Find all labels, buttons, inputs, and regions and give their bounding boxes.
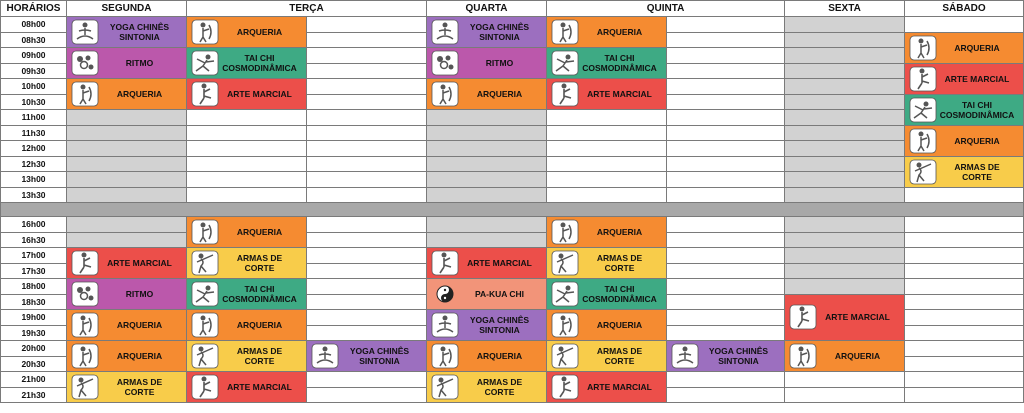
free-slot bbox=[666, 171, 785, 188]
activity-block[interactable] bbox=[186, 371, 307, 403]
time-slot: 19h30 bbox=[0, 325, 67, 342]
activity-block[interactable] bbox=[546, 247, 667, 279]
free-slot bbox=[546, 156, 667, 173]
free-slot bbox=[904, 187, 1024, 204]
activity-label: ARMAS DE CORTE bbox=[116, 377, 163, 397]
time-slot: 21h30 bbox=[0, 387, 67, 404]
activity-label: YOGA CHINÊS SINTONIA bbox=[708, 346, 769, 366]
free-slot bbox=[186, 156, 307, 173]
free-slot bbox=[784, 371, 905, 388]
tai-chi-pose-icon bbox=[191, 281, 219, 307]
free-slot bbox=[306, 171, 427, 188]
sword-icon bbox=[551, 343, 579, 369]
activity-label: ARMAS DE CORTE bbox=[596, 253, 643, 273]
meditation-icon bbox=[71, 19, 99, 45]
activity-label: ARQUERIA bbox=[116, 320, 163, 330]
free-slot bbox=[904, 309, 1024, 326]
unavailable-slot bbox=[784, 78, 905, 95]
martial-arts-icon bbox=[909, 66, 937, 92]
free-slot bbox=[666, 294, 785, 311]
meditation-icon bbox=[671, 343, 699, 369]
unavailable-slot bbox=[784, 32, 905, 49]
activity-label: ARQUERIA bbox=[834, 351, 881, 361]
activity-label: ARMAS DE CORTE bbox=[236, 253, 283, 273]
time-slot: 09h00 bbox=[0, 47, 67, 64]
activity-block[interactable] bbox=[66, 247, 187, 279]
activity-block[interactable] bbox=[186, 340, 307, 372]
drum-icon bbox=[431, 50, 459, 76]
time-slot: 12h00 bbox=[0, 140, 67, 157]
free-slot bbox=[904, 340, 1024, 357]
yin-yang-icon bbox=[431, 281, 459, 307]
activity-block[interactable] bbox=[426, 309, 547, 341]
activity-label: ARTE MARCIAL bbox=[825, 312, 890, 323]
activity-label: TAI CHI COSMODINÂMICA bbox=[582, 284, 657, 304]
free-slot bbox=[666, 278, 785, 295]
header-day-0: SEGUNDA bbox=[66, 0, 187, 17]
free-slot bbox=[306, 78, 427, 95]
free-slot bbox=[306, 371, 427, 388]
time-slot: 10h30 bbox=[0, 94, 67, 111]
free-slot bbox=[306, 216, 427, 233]
activity-label: ARTE MARCIAL bbox=[944, 73, 1010, 84]
unavailable-slot bbox=[784, 232, 905, 249]
activity-block[interactable] bbox=[426, 371, 547, 403]
activity-block[interactable] bbox=[186, 78, 307, 110]
martial-arts-icon bbox=[191, 81, 219, 107]
free-slot bbox=[306, 63, 427, 80]
free-slot bbox=[904, 247, 1024, 264]
activity-block[interactable] bbox=[186, 309, 307, 341]
martial-arts-icon bbox=[551, 81, 579, 107]
free-slot bbox=[306, 187, 427, 204]
drum-icon bbox=[71, 281, 99, 307]
unavailable-slot bbox=[66, 187, 187, 204]
martial-arts-icon bbox=[789, 304, 817, 330]
activity-block[interactable] bbox=[904, 94, 1024, 126]
unavailable-slot bbox=[426, 232, 547, 249]
free-slot bbox=[666, 140, 785, 157]
activity-block[interactable] bbox=[66, 340, 187, 372]
activity-block[interactable] bbox=[546, 278, 667, 310]
unavailable-slot bbox=[784, 63, 905, 80]
free-slot bbox=[666, 156, 785, 173]
activity-block[interactable] bbox=[546, 309, 667, 341]
time-slot: 13h30 bbox=[0, 187, 67, 204]
free-slot bbox=[306, 109, 427, 126]
archer-icon bbox=[551, 312, 579, 338]
free-slot bbox=[306, 16, 427, 33]
unavailable-slot bbox=[784, 140, 905, 157]
activity-label: ARQUERIA bbox=[596, 227, 643, 237]
time-slot: 21h00 bbox=[0, 371, 67, 388]
activity-label: ARQUERIA bbox=[476, 89, 523, 99]
free-slot bbox=[306, 47, 427, 64]
free-slot bbox=[904, 356, 1024, 373]
unavailable-slot bbox=[784, 216, 905, 233]
free-slot bbox=[666, 94, 785, 111]
free-slot bbox=[904, 16, 1024, 33]
activity-label: ARTE MARCIAL bbox=[587, 89, 652, 99]
free-slot bbox=[904, 387, 1024, 404]
sword-icon bbox=[191, 250, 219, 276]
archer-icon bbox=[909, 35, 937, 61]
free-slot bbox=[306, 309, 427, 326]
unavailable-slot bbox=[784, 278, 905, 295]
unavailable-slot bbox=[426, 187, 547, 204]
activity-block[interactable] bbox=[546, 78, 667, 110]
free-slot bbox=[306, 325, 427, 342]
activity-label: ARQUERIA bbox=[236, 320, 283, 330]
unavailable-slot bbox=[66, 156, 187, 173]
activity-block[interactable] bbox=[306, 340, 427, 372]
activity-block[interactable] bbox=[426, 78, 547, 110]
activity-block[interactable] bbox=[784, 294, 905, 342]
activity-label: ARQUERIA bbox=[236, 227, 283, 237]
activity-block[interactable] bbox=[186, 247, 307, 279]
activity-block[interactable] bbox=[426, 16, 547, 48]
free-slot bbox=[666, 187, 785, 204]
activity-label: PA-KUA CHI bbox=[474, 289, 525, 299]
archer-icon bbox=[191, 219, 219, 245]
header-day-1: TERÇA bbox=[186, 0, 427, 17]
archer-icon bbox=[71, 81, 99, 107]
activity-label: ARQUERIA bbox=[236, 27, 283, 37]
free-slot bbox=[546, 171, 667, 188]
time-slot: 16h00 bbox=[0, 216, 67, 233]
free-slot bbox=[306, 156, 427, 173]
time-slot: 11h30 bbox=[0, 125, 67, 142]
activity-label: ARQUERIA bbox=[116, 89, 163, 99]
free-slot bbox=[666, 309, 785, 326]
activity-block[interactable] bbox=[546, 371, 667, 403]
free-slot bbox=[666, 371, 785, 388]
time-slot: 08h00 bbox=[0, 16, 67, 33]
time-slot: 08h30 bbox=[0, 32, 67, 49]
activity-block[interactable] bbox=[666, 340, 785, 372]
time-slot: 19h00 bbox=[0, 309, 67, 326]
activity-label: TAI CHI COSMODINÂMICA bbox=[582, 53, 657, 73]
time-slot: 13h00 bbox=[0, 171, 67, 188]
activity-block[interactable] bbox=[904, 156, 1024, 188]
free-slot bbox=[666, 32, 785, 49]
free-slot bbox=[904, 294, 1024, 311]
sword-icon bbox=[551, 250, 579, 276]
activity-label: ARQUERIA bbox=[116, 351, 163, 361]
activity-block[interactable] bbox=[66, 78, 187, 110]
activity-label: ARMAS DE CORTE bbox=[596, 346, 643, 366]
activity-label: ARQUERIA bbox=[476, 351, 523, 361]
free-slot bbox=[546, 109, 667, 126]
activity-block[interactable] bbox=[66, 47, 187, 79]
free-slot bbox=[306, 32, 427, 49]
unavailable-slot bbox=[784, 156, 905, 173]
martial-arts-icon bbox=[191, 374, 219, 400]
free-slot bbox=[666, 16, 785, 33]
activity-block[interactable] bbox=[66, 278, 187, 310]
free-slot bbox=[186, 125, 307, 142]
martial-arts-icon bbox=[551, 374, 579, 400]
free-slot bbox=[666, 387, 785, 404]
activity-block[interactable] bbox=[546, 340, 667, 372]
activity-label: YOGA CHINÊS SINTONIA bbox=[469, 22, 530, 42]
activity-label: ARQUERIA bbox=[596, 27, 643, 37]
activity-label: TAI CHI COSMODINÂMICA bbox=[222, 53, 297, 73]
tai-chi-pose-icon bbox=[551, 281, 579, 307]
free-slot bbox=[666, 263, 785, 280]
free-slot bbox=[306, 140, 427, 157]
free-slot bbox=[666, 232, 785, 249]
meditation-icon bbox=[431, 19, 459, 45]
time-slot: 09h30 bbox=[0, 63, 67, 80]
martial-arts-icon bbox=[71, 250, 99, 276]
archer-icon bbox=[431, 343, 459, 369]
archer-icon bbox=[551, 19, 579, 45]
time-slot: 17h00 bbox=[0, 247, 67, 264]
header-day-2: QUARTA bbox=[426, 0, 547, 17]
free-slot bbox=[186, 187, 307, 204]
activity-label: YOGA CHINÊS SINTONIA bbox=[349, 346, 410, 366]
free-slot bbox=[904, 232, 1024, 249]
unavailable-slot bbox=[426, 156, 547, 173]
meditation-icon bbox=[431, 312, 459, 338]
unavailable-slot bbox=[784, 125, 905, 142]
free-slot bbox=[186, 140, 307, 157]
free-slot bbox=[306, 263, 427, 280]
unavailable-slot bbox=[66, 216, 187, 233]
header-day-5: SÁBADO bbox=[904, 0, 1024, 17]
free-slot bbox=[546, 140, 667, 157]
unavailable-slot bbox=[784, 171, 905, 188]
free-slot bbox=[904, 371, 1024, 388]
activity-block[interactable] bbox=[546, 47, 667, 79]
free-slot bbox=[306, 294, 427, 311]
unavailable-slot bbox=[66, 171, 187, 188]
unavailable-slot bbox=[66, 125, 187, 142]
free-slot bbox=[306, 387, 427, 404]
drum-icon bbox=[71, 50, 99, 76]
free-slot bbox=[904, 216, 1024, 233]
activity-block[interactable] bbox=[66, 371, 187, 403]
free-slot bbox=[904, 278, 1024, 295]
activity-block[interactable] bbox=[426, 278, 547, 310]
time-slot: 18h00 bbox=[0, 278, 67, 295]
sword-icon bbox=[71, 374, 99, 400]
free-slot bbox=[666, 125, 785, 142]
time-slot: 12h30 bbox=[0, 156, 67, 173]
activity-block[interactable] bbox=[426, 247, 547, 279]
unavailable-slot bbox=[426, 140, 547, 157]
activity-label: YOGA CHINÊS SINTONIA bbox=[469, 315, 530, 335]
unavailable-slot bbox=[426, 125, 547, 142]
archer-icon bbox=[191, 19, 219, 45]
unavailable-slot bbox=[784, 16, 905, 33]
time-slot: 20h00 bbox=[0, 340, 67, 357]
free-slot bbox=[666, 47, 785, 64]
time-slot: 16h30 bbox=[0, 232, 67, 249]
free-slot bbox=[666, 216, 785, 233]
unavailable-slot bbox=[784, 263, 905, 280]
sword-icon bbox=[909, 159, 937, 185]
header-day-3: QUINTA bbox=[546, 0, 785, 17]
activity-block[interactable] bbox=[784, 340, 905, 372]
unavailable-slot bbox=[426, 109, 547, 126]
free-slot bbox=[904, 263, 1024, 280]
activity-block[interactable] bbox=[546, 216, 667, 248]
lunch-break-separator bbox=[0, 202, 1024, 217]
archer-icon bbox=[191, 312, 219, 338]
activity-label: ARMAS DE CORTE bbox=[476, 377, 523, 397]
time-slot: 20h30 bbox=[0, 356, 67, 373]
unavailable-slot bbox=[784, 109, 905, 126]
unavailable-slot bbox=[784, 247, 905, 264]
sword-icon bbox=[191, 343, 219, 369]
activity-label: YOGA CHINÊS SINTONIA bbox=[109, 22, 170, 42]
unavailable-slot bbox=[784, 187, 905, 204]
time-slot: 10h00 bbox=[0, 78, 67, 95]
unavailable-slot bbox=[66, 140, 187, 157]
free-slot bbox=[666, 325, 785, 342]
activity-block[interactable] bbox=[546, 16, 667, 48]
archer-icon bbox=[71, 312, 99, 338]
unavailable-slot bbox=[66, 232, 187, 249]
unavailable-slot bbox=[784, 47, 905, 64]
time-slot: 11h00 bbox=[0, 109, 67, 126]
free-slot bbox=[546, 187, 667, 204]
activity-label: ARMAS DE CORTE bbox=[954, 161, 1000, 182]
activity-label: RITMO bbox=[485, 58, 514, 68]
free-slot bbox=[546, 125, 667, 142]
activity-label: ARTE MARCIAL bbox=[467, 258, 532, 268]
archer-icon bbox=[909, 128, 937, 154]
activity-block[interactable] bbox=[186, 216, 307, 248]
tai-chi-pose-icon bbox=[191, 50, 219, 76]
header-times: HORÁRIOS bbox=[0, 0, 67, 17]
activity-label: TAI CHI COSMODINÂMICA bbox=[939, 99, 1015, 120]
free-slot bbox=[186, 109, 307, 126]
time-slot: 18h30 bbox=[0, 294, 67, 311]
meditation-icon bbox=[311, 343, 339, 369]
free-slot bbox=[784, 387, 905, 404]
unavailable-slot bbox=[426, 171, 547, 188]
activity-block[interactable] bbox=[186, 278, 307, 310]
header-day-4: SEXTA bbox=[784, 0, 905, 17]
unavailable-slot bbox=[426, 216, 547, 233]
activity-label: ARQUERIA bbox=[596, 320, 643, 330]
activity-label: ARTE MARCIAL bbox=[107, 258, 172, 268]
activity-label: RITMO bbox=[125, 289, 154, 299]
free-slot bbox=[186, 171, 307, 188]
free-slot bbox=[666, 247, 785, 264]
free-slot bbox=[666, 78, 785, 95]
unavailable-slot bbox=[784, 94, 905, 111]
free-slot bbox=[306, 94, 427, 111]
activity-block[interactable] bbox=[66, 309, 187, 341]
activity-label: ARTE MARCIAL bbox=[587, 382, 652, 392]
tai-chi-pose-icon bbox=[909, 97, 937, 123]
free-slot bbox=[666, 109, 785, 126]
tai-chi-pose-icon bbox=[551, 50, 579, 76]
sword-icon bbox=[431, 374, 459, 400]
archer-icon bbox=[71, 343, 99, 369]
free-slot bbox=[666, 63, 785, 80]
activity-label: ARTE MARCIAL bbox=[227, 89, 292, 99]
unavailable-slot bbox=[66, 109, 187, 126]
activity-label: ARMAS DE CORTE bbox=[236, 346, 283, 366]
activity-label: ARTE MARCIAL bbox=[227, 382, 292, 392]
activity-block[interactable] bbox=[66, 16, 187, 48]
archer-icon bbox=[431, 81, 459, 107]
activity-block[interactable] bbox=[186, 16, 307, 48]
archer-icon bbox=[551, 219, 579, 245]
activity-block[interactable] bbox=[426, 340, 547, 372]
activity-label: ARQUERIA bbox=[954, 42, 1000, 53]
activity-block[interactable] bbox=[904, 32, 1024, 64]
free-slot bbox=[306, 125, 427, 142]
free-slot bbox=[904, 325, 1024, 342]
free-slot bbox=[306, 247, 427, 264]
free-slot bbox=[306, 232, 427, 249]
activity-label: ARQUERIA bbox=[954, 135, 1000, 146]
archer-icon bbox=[789, 343, 817, 369]
activity-block[interactable] bbox=[904, 125, 1024, 157]
martial-arts-icon bbox=[431, 250, 459, 276]
activity-block[interactable] bbox=[904, 63, 1024, 95]
free-slot bbox=[306, 278, 427, 295]
activity-label: TAI CHI COSMODINÂMICA bbox=[222, 284, 297, 304]
activity-label: RITMO bbox=[125, 58, 154, 68]
activity-block[interactable] bbox=[426, 47, 547, 79]
time-slot: 17h30 bbox=[0, 263, 67, 280]
activity-block[interactable] bbox=[186, 47, 307, 79]
